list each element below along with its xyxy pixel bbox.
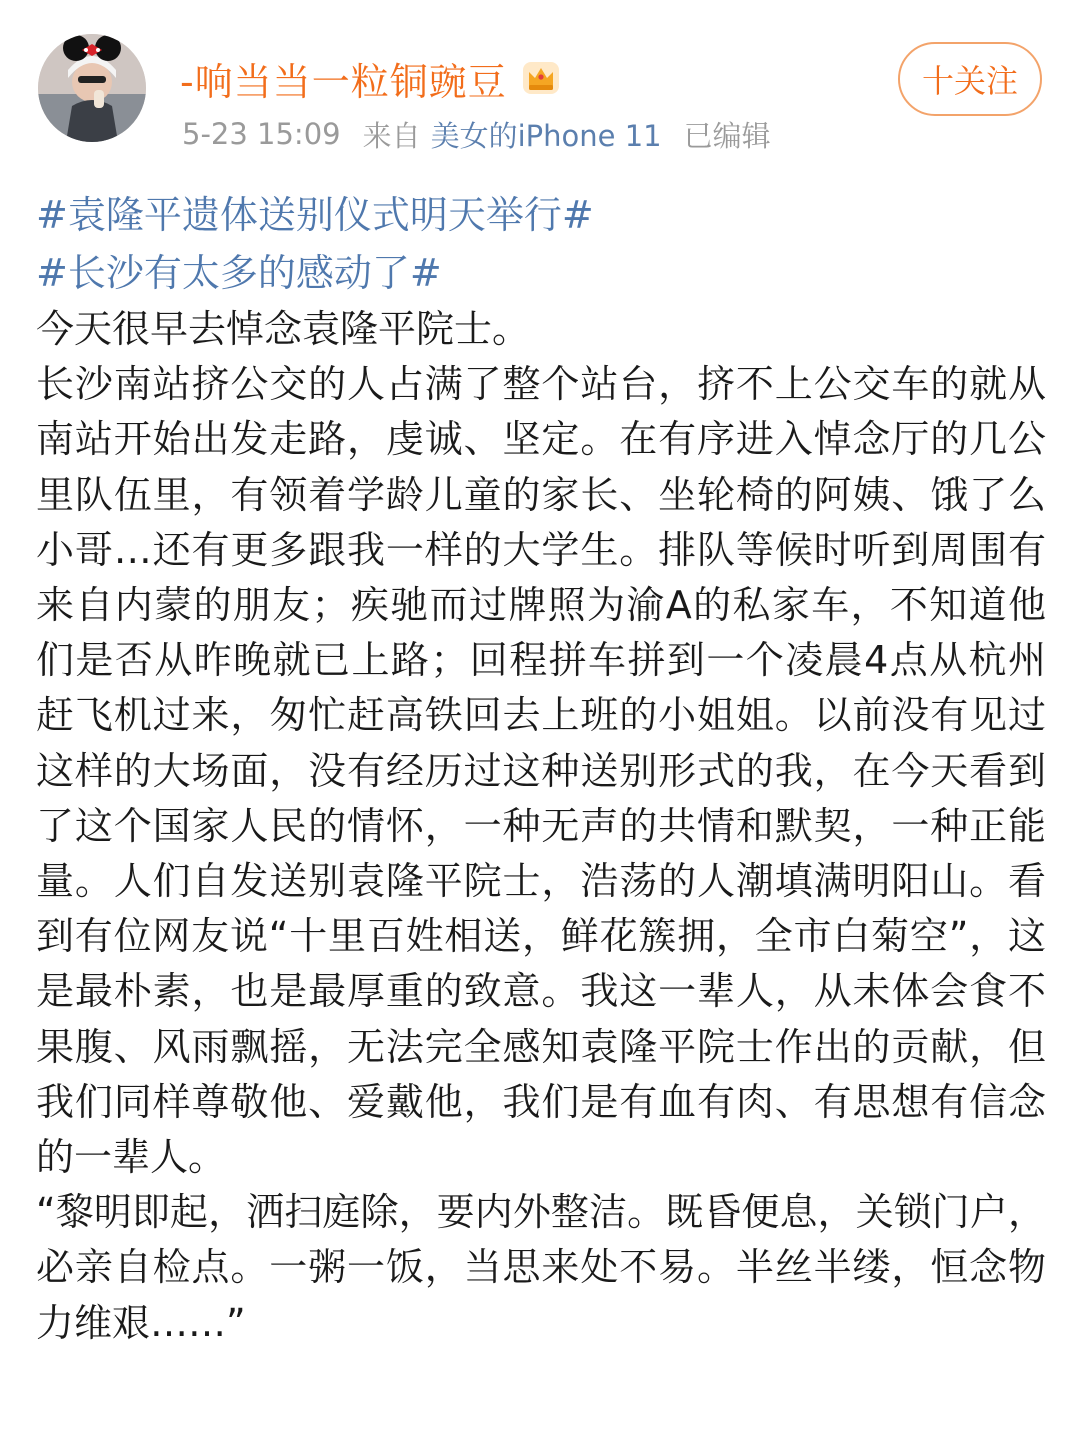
- post-paragraph: “黎明即起，洒扫庭除，要内外整洁。既昏便息，关锁门户，必亲自检点。一粥一饭，当思来处不易。半丝半缕，恒念物力维艰……”: [36, 1190, 1046, 1345]
- post-paragraph: 长沙南站挤公交的人占满了整个站台，挤不上公交车的就从南站开始出发走路，虔诚、坚定。在有序进入悼念厅的几公里队伍里，有领着学龄儿童的家长、坐轮椅的阿姨、饿了么小哥…还有更多跟我一样的大学生。排队等候时听到周围有来自内蒙的朋友；疾驰而过牌照为渝A的私家车，不知道他们是否从昨晚就已上路；回程拼车拼到一个凌晨4点从杭州赶飞机过来，匆忙赶高铁回去上班的小姐姐。以前没有见过这样的大场面，没有经历过这种送别形式的我，在今天看到了这个国家人民的情怀，一种无声的共情和默契，一种正能量。人们自发送别袁隆平院士，浩荡的人潮填满明阳山。看到有位网友说“十里百姓相送，鲜花簇拥，全市白菊空”，这是最朴素，也是最厚重的致意。我这一辈人，从未体会食不果腹、风雨飘摇，无法完全感知袁隆平院士作出的贡献，但我们同样尊敬他、爱戴他，我们是有血有肉、有思想有信念的一辈人。: [36, 362, 1046, 1180]
- author-name[interactable]: -响当当一粒铜豌豆: [180, 59, 507, 104]
- hashtag-link[interactable]: #袁隆平遗体送别仪式明天举行#: [36, 193, 594, 237]
- crown-icon: [521, 58, 561, 98]
- edited-label[interactable]: 已编辑: [683, 118, 771, 153]
- device-name[interactable]: 美女的iPhone 11: [430, 118, 662, 153]
- follow-button[interactable]: 十关注: [898, 42, 1042, 116]
- post-timestamp: 5-23 15:09: [182, 117, 341, 151]
- author-row: [180, 48, 561, 108]
- avatar-photo: [38, 34, 146, 142]
- post-meta: [182, 112, 771, 156]
- post-content: [36, 186, 1046, 1351]
- hashtag-link[interactable]: #长沙有太多的感动了#: [36, 251, 442, 295]
- post-header: [0, 0, 1080, 170]
- avatar[interactable]: [38, 34, 146, 142]
- post-paragraph: 今天很早去悼念袁隆平院士。: [36, 307, 531, 351]
- source-prefix: 来自: [362, 118, 421, 153]
